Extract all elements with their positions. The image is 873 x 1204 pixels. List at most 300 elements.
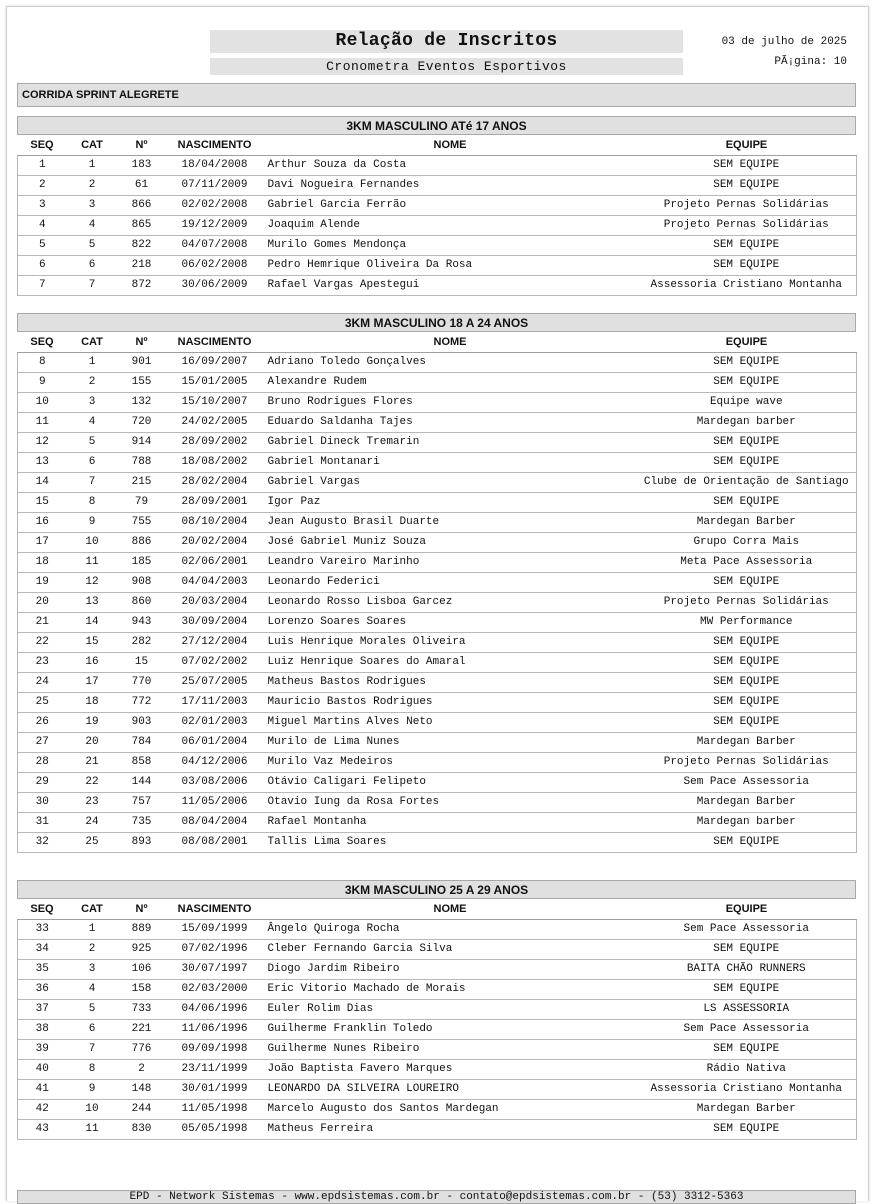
cell-nasc: 06/01/2004 bbox=[166, 733, 264, 753]
cell-cat: 9 bbox=[67, 513, 118, 533]
cell-nasc: 11/05/1998 bbox=[166, 1100, 264, 1120]
registrants-table bbox=[17, 332, 857, 853]
cell-nasc: 04/07/2008 bbox=[166, 236, 264, 256]
table-row bbox=[18, 176, 857, 196]
table-row bbox=[18, 773, 857, 793]
cell-cat: 19 bbox=[67, 713, 118, 733]
cell-seq: 21 bbox=[18, 613, 67, 633]
cell-num: 244 bbox=[118, 1100, 166, 1120]
column-header-equipe: EQUIPE bbox=[637, 899, 857, 920]
cell-seq: 20 bbox=[18, 593, 67, 613]
cell-nome: João Baptista Favero Marques bbox=[264, 1060, 637, 1080]
category-section bbox=[17, 313, 856, 853]
table-row bbox=[18, 373, 857, 393]
cell-seq: 22 bbox=[18, 633, 67, 653]
cell-num: 860 bbox=[118, 593, 166, 613]
cell-nasc: 02/01/2003 bbox=[166, 713, 264, 733]
cell-seq: 2 bbox=[18, 176, 67, 196]
table-row bbox=[18, 673, 857, 693]
cell-cat: 2 bbox=[67, 373, 118, 393]
cell-num: 144 bbox=[118, 773, 166, 793]
cell-num: 79 bbox=[118, 493, 166, 513]
cell-nasc: 28/09/2001 bbox=[166, 493, 264, 513]
cell-num: 788 bbox=[118, 453, 166, 473]
cell-cat: 20 bbox=[67, 733, 118, 753]
table-row bbox=[18, 453, 857, 473]
cell-num: 770 bbox=[118, 673, 166, 693]
cell-equipe: Meta Pace Assessoria bbox=[637, 553, 857, 573]
cell-num: 784 bbox=[118, 733, 166, 753]
cell-num: 772 bbox=[118, 693, 166, 713]
cell-num: 893 bbox=[118, 833, 166, 853]
cell-seq: 35 bbox=[18, 960, 67, 980]
cell-cat: 11 bbox=[67, 1120, 118, 1140]
table-row bbox=[18, 593, 857, 613]
table-row bbox=[18, 433, 857, 453]
cell-nasc: 02/02/2008 bbox=[166, 196, 264, 216]
cell-seq: 14 bbox=[18, 473, 67, 493]
cell-cat: 4 bbox=[67, 216, 118, 236]
cell-nome: Marcelo Augusto dos Santos Mardegan bbox=[264, 1100, 637, 1120]
event-name: CORRIDA SPRINT ALEGRETE bbox=[17, 83, 856, 107]
table-row bbox=[18, 1040, 857, 1060]
cell-seq: 9 bbox=[18, 373, 67, 393]
cell-nome: Luis Henrique Morales Oliveira bbox=[264, 633, 637, 653]
cell-seq: 40 bbox=[18, 1060, 67, 1080]
cell-cat: 5 bbox=[67, 236, 118, 256]
cell-seq: 30 bbox=[18, 793, 67, 813]
cell-nasc: 15/01/2005 bbox=[166, 373, 264, 393]
cell-equipe: Assessoria Cristiano Montanha bbox=[637, 1080, 857, 1100]
cell-cat: 6 bbox=[67, 256, 118, 276]
cell-equipe: SEM EQUIPE bbox=[637, 176, 857, 196]
cell-equipe: SEM EQUIPE bbox=[637, 256, 857, 276]
cell-cat: 6 bbox=[67, 1020, 118, 1040]
cell-nasc: 20/03/2004 bbox=[166, 593, 264, 613]
cell-num: 830 bbox=[118, 1120, 166, 1140]
cell-equipe: Sem Pace Assessoria bbox=[637, 773, 857, 793]
column-header-num: Nº bbox=[118, 135, 166, 156]
column-header-equipe: EQUIPE bbox=[637, 135, 857, 156]
cell-seq: 6 bbox=[18, 256, 67, 276]
cell-equipe: Clube de Orientação de Santiago bbox=[637, 473, 857, 493]
cell-seq: 16 bbox=[18, 513, 67, 533]
cell-nasc: 07/11/2009 bbox=[166, 176, 264, 196]
cell-nome: Leonardo Rosso Lisboa Garcez bbox=[264, 593, 637, 613]
cell-nome: Davi Nogueira Fernandes bbox=[264, 176, 637, 196]
cell-seq: 7 bbox=[18, 276, 67, 296]
cell-cat: 9 bbox=[67, 1080, 118, 1100]
cell-cat: 1 bbox=[67, 156, 118, 176]
table-header-row bbox=[18, 332, 857, 353]
cell-cat: 14 bbox=[67, 613, 118, 633]
footer-bar: EPD - Network Sistemas - www.epdsistemas.com.br - contato@epdsistemas.com.br - (53) 3312-5363 bbox=[17, 1190, 856, 1204]
cell-num: 943 bbox=[118, 613, 166, 633]
table-row bbox=[18, 493, 857, 513]
cell-nome: Gabriel Garcia Ferrão bbox=[264, 196, 637, 216]
cell-nome: Euler Rolim Dias bbox=[264, 1000, 637, 1020]
cell-equipe: SEM EQUIPE bbox=[637, 713, 857, 733]
cell-equipe: Projeto Pernas Solidárias bbox=[637, 753, 857, 773]
cell-cat: 1 bbox=[67, 353, 118, 373]
cell-seq: 42 bbox=[18, 1100, 67, 1120]
cell-nasc: 30/07/1997 bbox=[166, 960, 264, 980]
cell-nome: Tallis Lima Soares bbox=[264, 833, 637, 853]
cell-num: 106 bbox=[118, 960, 166, 980]
cell-nome: Mauricio Bastos Rodrigues bbox=[264, 693, 637, 713]
cell-seq: 39 bbox=[18, 1040, 67, 1060]
cell-num: 218 bbox=[118, 256, 166, 276]
cell-nasc: 28/02/2004 bbox=[166, 473, 264, 493]
cell-cat: 15 bbox=[67, 633, 118, 653]
cell-nome: Murilo de Lima Nunes bbox=[264, 733, 637, 753]
cell-equipe: SEM EQUIPE bbox=[637, 693, 857, 713]
cell-equipe: Projeto Pernas Solidárias bbox=[637, 216, 857, 236]
cell-nome: Matheus Ferreira bbox=[264, 1120, 637, 1140]
cell-nasc: 11/05/2006 bbox=[166, 793, 264, 813]
cell-num: 822 bbox=[118, 236, 166, 256]
cell-nasc: 18/08/2002 bbox=[166, 453, 264, 473]
cell-nasc: 08/08/2001 bbox=[166, 833, 264, 853]
cell-cat: 5 bbox=[67, 1000, 118, 1020]
cell-seq: 29 bbox=[18, 773, 67, 793]
table-row bbox=[18, 713, 857, 733]
cell-seq: 18 bbox=[18, 553, 67, 573]
cell-cat: 11 bbox=[67, 553, 118, 573]
cell-num: 15 bbox=[118, 653, 166, 673]
cell-equipe: LS ASSESSORIA bbox=[637, 1000, 857, 1020]
cell-seq: 3 bbox=[18, 196, 67, 216]
category-title: 3KM MASCULINO 18 A 24 ANOS bbox=[17, 313, 856, 332]
column-header-nome: NOME bbox=[264, 332, 637, 353]
table-row bbox=[18, 940, 857, 960]
column-header-nasc: NASCIMENTO bbox=[166, 899, 264, 920]
cell-nome: Matheus Bastos Rodrigues bbox=[264, 673, 637, 693]
cell-nome: Guilherme Nunes Ribeiro bbox=[264, 1040, 637, 1060]
cell-num: 132 bbox=[118, 393, 166, 413]
cell-cat: 10 bbox=[67, 533, 118, 553]
table-row bbox=[18, 533, 857, 553]
cell-seq: 32 bbox=[18, 833, 67, 853]
cell-num: 155 bbox=[118, 373, 166, 393]
cell-nome: Joaquim Alende bbox=[264, 216, 637, 236]
cell-seq: 41 bbox=[18, 1080, 67, 1100]
table-row bbox=[18, 813, 857, 833]
table-row bbox=[18, 236, 857, 256]
cell-num: 886 bbox=[118, 533, 166, 553]
cell-nasc: 02/06/2001 bbox=[166, 553, 264, 573]
cell-cat: 16 bbox=[67, 653, 118, 673]
cell-cat: 8 bbox=[67, 493, 118, 513]
cell-cat: 25 bbox=[67, 833, 118, 853]
cell-equipe: SEM EQUIPE bbox=[637, 433, 857, 453]
cell-seq: 17 bbox=[18, 533, 67, 553]
cell-equipe: SEM EQUIPE bbox=[637, 1040, 857, 1060]
cell-nome: Cleber Fernando Garcia Silva bbox=[264, 940, 637, 960]
table-row bbox=[18, 573, 857, 593]
table-row bbox=[18, 553, 857, 573]
cell-nasc: 20/02/2004 bbox=[166, 533, 264, 553]
cell-equipe: SEM EQUIPE bbox=[637, 980, 857, 1000]
cell-num: 282 bbox=[118, 633, 166, 653]
cell-nasc: 25/07/2005 bbox=[166, 673, 264, 693]
cell-equipe: Rádio Nativa bbox=[637, 1060, 857, 1080]
table-row bbox=[18, 733, 857, 753]
cell-num: 720 bbox=[118, 413, 166, 433]
cell-cat: 12 bbox=[67, 573, 118, 593]
cell-equipe: SEM EQUIPE bbox=[637, 1120, 857, 1140]
cell-num: 908 bbox=[118, 573, 166, 593]
cell-nasc: 15/09/1999 bbox=[166, 920, 264, 940]
cell-num: 61 bbox=[118, 176, 166, 196]
table-row bbox=[18, 793, 857, 813]
category-title: 3KM MASCULINO ATé 17 ANOS bbox=[17, 116, 856, 135]
cell-equipe: Sem Pace Assessoria bbox=[637, 920, 857, 940]
cell-cat: 23 bbox=[67, 793, 118, 813]
cell-nasc: 08/10/2004 bbox=[166, 513, 264, 533]
cell-seq: 34 bbox=[18, 940, 67, 960]
cell-cat: 22 bbox=[67, 773, 118, 793]
cell-num: 914 bbox=[118, 433, 166, 453]
table-row bbox=[18, 833, 857, 853]
cell-nome: Murilo Gomes Mendonça bbox=[264, 236, 637, 256]
table-row bbox=[18, 393, 857, 413]
cell-nasc: 28/09/2002 bbox=[166, 433, 264, 453]
table-header-row bbox=[18, 135, 857, 156]
table-row bbox=[18, 653, 857, 673]
cell-equipe: SEM EQUIPE bbox=[637, 236, 857, 256]
column-header-nome: NOME bbox=[264, 135, 637, 156]
cell-nasc: 24/02/2005 bbox=[166, 413, 264, 433]
cell-nome: Bruno Rodrigues Flores bbox=[264, 393, 637, 413]
table-row bbox=[18, 156, 857, 176]
cell-nome: Gabriel Dineck Tremarin bbox=[264, 433, 637, 453]
cell-nome: Otavio Iung da Rosa Fortes bbox=[264, 793, 637, 813]
cell-cat: 13 bbox=[67, 593, 118, 613]
table-row bbox=[18, 1100, 857, 1120]
cell-cat: 3 bbox=[67, 960, 118, 980]
cell-equipe: Projeto Pernas Solidárias bbox=[637, 196, 857, 216]
cell-cat: 3 bbox=[67, 196, 118, 216]
cell-num: 221 bbox=[118, 1020, 166, 1040]
cell-nasc: 04/12/2006 bbox=[166, 753, 264, 773]
cell-seq: 15 bbox=[18, 493, 67, 513]
cell-seq: 4 bbox=[18, 216, 67, 236]
table-row bbox=[18, 196, 857, 216]
cell-num: 865 bbox=[118, 216, 166, 236]
column-header-seq: SEQ bbox=[18, 899, 67, 920]
cell-seq: 12 bbox=[18, 433, 67, 453]
cell-equipe: Mardegan Barber bbox=[637, 1100, 857, 1120]
cell-nasc: 17/11/2003 bbox=[166, 693, 264, 713]
cell-equipe: SEM EQUIPE bbox=[637, 453, 857, 473]
cell-equipe: SEM EQUIPE bbox=[637, 633, 857, 653]
cell-nasc: 04/06/1996 bbox=[166, 1000, 264, 1020]
cell-seq: 8 bbox=[18, 353, 67, 373]
report-title: Relação de Inscritos bbox=[210, 30, 683, 53]
cell-nome: Otávio Caligari Felipeto bbox=[264, 773, 637, 793]
cell-nasc: 07/02/1996 bbox=[166, 940, 264, 960]
cell-nome: Luiz Henrique Soares do Amaral bbox=[264, 653, 637, 673]
table-row bbox=[18, 276, 857, 296]
cell-equipe: Mardegan barber bbox=[637, 813, 857, 833]
table-header-row bbox=[18, 899, 857, 920]
cell-num: 889 bbox=[118, 920, 166, 940]
column-header-cat: CAT bbox=[67, 135, 118, 156]
cell-nasc: 07/02/2002 bbox=[166, 653, 264, 673]
cell-cat: 2 bbox=[67, 940, 118, 960]
table-row bbox=[18, 1000, 857, 1020]
cell-nome: Lorenzo Soares Soares bbox=[264, 613, 637, 633]
cell-seq: 37 bbox=[18, 1000, 67, 1020]
cell-num: 903 bbox=[118, 713, 166, 733]
cell-equipe: BAITA CHÃO RUNNERS bbox=[637, 960, 857, 980]
cell-nasc: 18/04/2008 bbox=[166, 156, 264, 176]
report-date: 03 de julho de 2025 bbox=[721, 36, 847, 48]
category-title: 3KM MASCULINO 25 A 29 ANOS bbox=[17, 880, 856, 899]
cell-seq: 1 bbox=[18, 156, 67, 176]
column-header-cat: CAT bbox=[67, 332, 118, 353]
cell-seq: 26 bbox=[18, 713, 67, 733]
cell-seq: 25 bbox=[18, 693, 67, 713]
cell-equipe: Projeto Pernas Solidárias bbox=[637, 593, 857, 613]
cell-nome: Alexandre Rudem bbox=[264, 373, 637, 393]
cell-nasc: 09/09/1998 bbox=[166, 1040, 264, 1060]
cell-cat: 4 bbox=[67, 413, 118, 433]
table-row bbox=[18, 920, 857, 940]
cell-cat: 7 bbox=[67, 276, 118, 296]
cell-nome: Gabriel Montanari bbox=[264, 453, 637, 473]
cell-nasc: 11/06/1996 bbox=[166, 1020, 264, 1040]
cell-nasc: 05/05/1998 bbox=[166, 1120, 264, 1140]
cell-equipe: SEM EQUIPE bbox=[637, 653, 857, 673]
cell-nome: Pedro Hemrique Oliveira Da Rosa bbox=[264, 256, 637, 276]
table-row bbox=[18, 613, 857, 633]
cell-cat: 3 bbox=[67, 393, 118, 413]
registrants-table bbox=[17, 899, 857, 1140]
cell-cat: 7 bbox=[67, 473, 118, 493]
column-header-equipe: EQUIPE bbox=[637, 332, 857, 353]
table-row bbox=[18, 1080, 857, 1100]
column-header-seq: SEQ bbox=[18, 135, 67, 156]
cell-nome: José Gabriel Muniz Souza bbox=[264, 533, 637, 553]
cell-num: 2 bbox=[118, 1060, 166, 1080]
cell-equipe: Assessoria Cristiano Montanha bbox=[637, 276, 857, 296]
cell-cat: 10 bbox=[67, 1100, 118, 1120]
cell-nasc: 08/04/2004 bbox=[166, 813, 264, 833]
column-header-nasc: NASCIMENTO bbox=[166, 332, 264, 353]
cell-nome: Arthur Souza da Costa bbox=[264, 156, 637, 176]
cell-nome: LEONARDO DA SILVEIRA LOUREIRO bbox=[264, 1080, 637, 1100]
cell-equipe: Mardegan Barber bbox=[637, 733, 857, 753]
cell-equipe: SEM EQUIPE bbox=[637, 353, 857, 373]
cell-nome: Ângelo Quiroga Rocha bbox=[264, 920, 637, 940]
cell-seq: 28 bbox=[18, 753, 67, 773]
cell-equipe: Mardegan Barber bbox=[637, 793, 857, 813]
cell-cat: 24 bbox=[67, 813, 118, 833]
cell-seq: 19 bbox=[18, 573, 67, 593]
cell-num: 776 bbox=[118, 1040, 166, 1060]
cell-cat: 7 bbox=[67, 1040, 118, 1060]
cell-equipe: SEM EQUIPE bbox=[637, 673, 857, 693]
cell-cat: 8 bbox=[67, 1060, 118, 1080]
cell-nome: Eduardo Saldanha Tajes bbox=[264, 413, 637, 433]
cell-nome: Jean Augusto Brasil Duarte bbox=[264, 513, 637, 533]
column-header-nome: NOME bbox=[264, 899, 637, 920]
table-row bbox=[18, 353, 857, 373]
cell-equipe: SEM EQUIPE bbox=[637, 573, 857, 593]
cell-nome: Eric Vitorio Machado de Morais bbox=[264, 980, 637, 1000]
column-header-cat: CAT bbox=[67, 899, 118, 920]
cell-num: 733 bbox=[118, 1000, 166, 1020]
table-row bbox=[18, 413, 857, 433]
cell-num: 925 bbox=[118, 940, 166, 960]
cell-num: 755 bbox=[118, 513, 166, 533]
cell-cat: 17 bbox=[67, 673, 118, 693]
cell-num: 215 bbox=[118, 473, 166, 493]
cell-nasc: 02/03/2000 bbox=[166, 980, 264, 1000]
cell-equipe: Mardegan barber bbox=[637, 413, 857, 433]
cell-nasc: 30/01/1999 bbox=[166, 1080, 264, 1100]
table-row bbox=[18, 256, 857, 276]
cell-nome: Murilo Vaz Medeiros bbox=[264, 753, 637, 773]
cell-nasc: 15/10/2007 bbox=[166, 393, 264, 413]
table-row bbox=[18, 1020, 857, 1040]
cell-nome: Diogo Jardim Ribeiro bbox=[264, 960, 637, 980]
cell-seq: 33 bbox=[18, 920, 67, 940]
table-row bbox=[18, 960, 857, 980]
cell-nasc: 23/11/1999 bbox=[166, 1060, 264, 1080]
cell-nasc: 06/02/2008 bbox=[166, 256, 264, 276]
cell-nome: Rafael Montanha bbox=[264, 813, 637, 833]
table-row bbox=[18, 1120, 857, 1140]
cell-equipe: Mardegan Barber bbox=[637, 513, 857, 533]
cell-num: 158 bbox=[118, 980, 166, 1000]
cell-nasc: 16/09/2007 bbox=[166, 353, 264, 373]
table-row bbox=[18, 513, 857, 533]
column-header-num: Nº bbox=[118, 899, 166, 920]
cell-num: 901 bbox=[118, 353, 166, 373]
cell-equipe: MW Performance bbox=[637, 613, 857, 633]
category-section bbox=[17, 880, 856, 1140]
table-row bbox=[18, 473, 857, 493]
table-row bbox=[18, 753, 857, 773]
report-subtitle: Cronometra Eventos Esportivos bbox=[210, 58, 683, 75]
cell-equipe: Sem Pace Assessoria bbox=[637, 1020, 857, 1040]
category-section bbox=[17, 116, 856, 296]
page-number: PÃ¡gina: 10 bbox=[774, 56, 847, 68]
column-header-num: Nº bbox=[118, 332, 166, 353]
cell-num: 185 bbox=[118, 553, 166, 573]
cell-seq: 38 bbox=[18, 1020, 67, 1040]
cell-equipe: SEM EQUIPE bbox=[637, 833, 857, 853]
cell-nome: Guilherme Franklin Toledo bbox=[264, 1020, 637, 1040]
cell-seq: 24 bbox=[18, 673, 67, 693]
cell-seq: 5 bbox=[18, 236, 67, 256]
cell-nome: Rafael Vargas Apestegui bbox=[264, 276, 637, 296]
cell-seq: 23 bbox=[18, 653, 67, 673]
cell-cat: 21 bbox=[67, 753, 118, 773]
cell-nasc: 03/08/2006 bbox=[166, 773, 264, 793]
cell-nasc: 30/09/2004 bbox=[166, 613, 264, 633]
cell-nome: Gabriel Vargas bbox=[264, 473, 637, 493]
cell-num: 148 bbox=[118, 1080, 166, 1100]
cell-equipe: SEM EQUIPE bbox=[637, 493, 857, 513]
table-row bbox=[18, 633, 857, 653]
cell-cat: 18 bbox=[67, 693, 118, 713]
cell-seq: 43 bbox=[18, 1120, 67, 1140]
cell-seq: 36 bbox=[18, 980, 67, 1000]
